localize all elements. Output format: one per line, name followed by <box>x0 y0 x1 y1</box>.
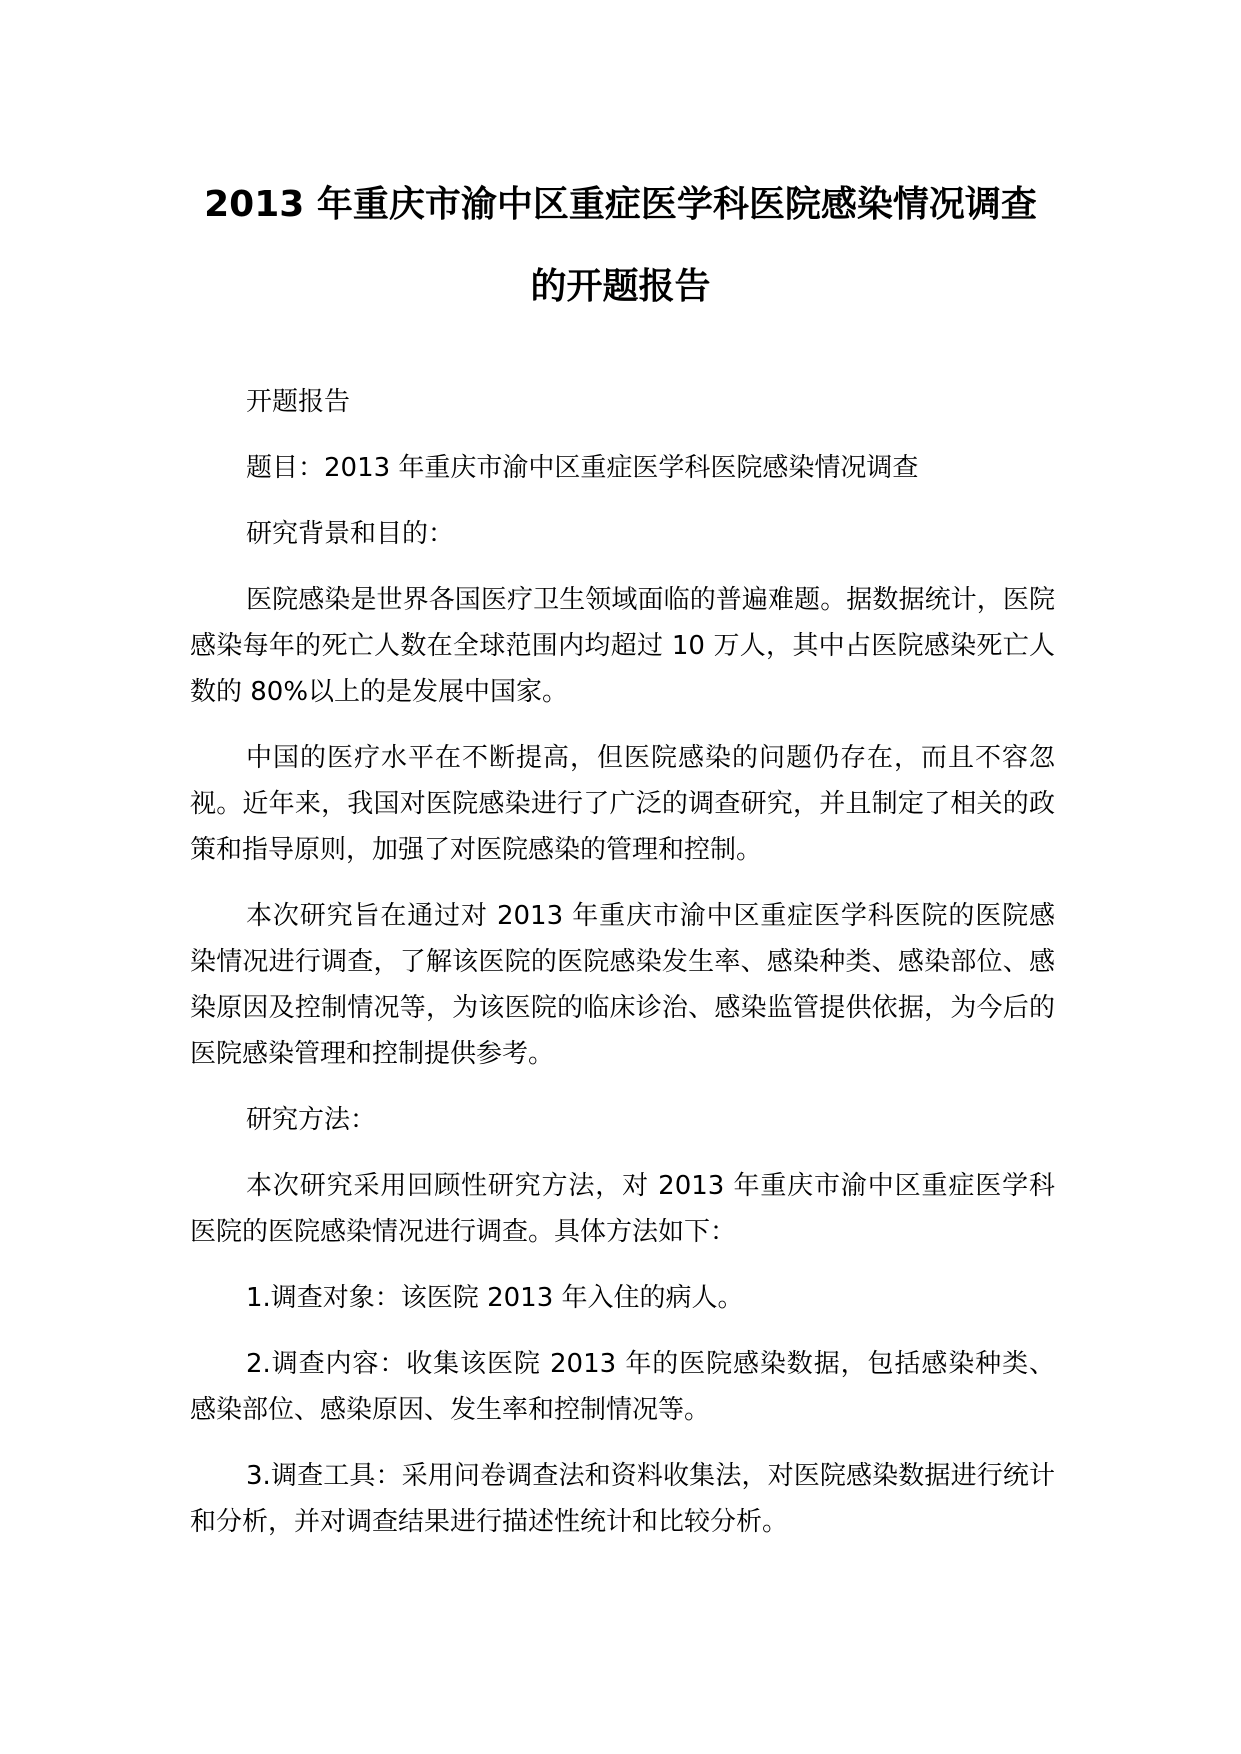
method-item-2: 2.调查内容：收集该医院 2013 年的医院感染数据，包括感染种类、感染部位、感染原因、发生率和控制情况等。 <box>190 1349 1055 1425</box>
document-title-line-2: 的开题报告 <box>530 266 711 307</box>
paragraph-methods-intro: 本次研究采用回顾性研究方法，对 2013 年重庆市渝中区重症医学科医院的医院感染情况进行调查。具体方法如下： <box>190 1171 1055 1247</box>
topic-line: 题目：2013 年重庆市渝中区重症医学科医院感染情况调查 <box>246 453 919 483</box>
method-item-3: 3.调查工具：采用问卷调查法和资料收集法，对医院感染数据进行统计和分析，并对调查结果进行描述性统计和比较分析。 <box>190 1461 1055 1537</box>
heading-kaiti-baogao: 开题报告 <box>246 387 351 417</box>
method-item-1: 1.调查对象：该医院 2013 年入住的病人。 <box>246 1283 744 1313</box>
paragraph-background-1: 医院感染是世界各国医疗卫生领域面临的普遍难题。据数据统计，医院感染每年的死亡人数在全球范围内均超过 10 万人，其中占医院感染死亡人数的 80%以上的是发展中国家。 <box>190 585 1055 707</box>
document-body <box>190 379 1055 1545</box>
section-heading-background: 研究背景和目的： <box>246 519 455 549</box>
paragraph-research-aim: 本次研究旨在通过对 2013 年重庆市渝中区重症医学科医院的医院感染情况进行调查，了解该医院的医院感染发生率、感染种类、感染部位、感染原因及控制情况等，为该医院的临床诊治、感染监管提供依据，为今后的医院感染管理和控制提供参考。 <box>190 901 1055 1069</box>
section-heading-methods: 研究方法： <box>246 1105 377 1135</box>
paragraph-background-2: 中国的医疗水平在不断提高，但医院感染的问题仍存在，而且不容忽视。近年来，我国对医院感染进行了广泛的调查研究，并且制定了相关的政策和指导原则，加强了对医院感染的管理和控制。 <box>190 743 1055 865</box>
document-title-line-1: 2013 年重庆市渝中区重症医学科医院感染情况调查 <box>204 184 1037 225</box>
